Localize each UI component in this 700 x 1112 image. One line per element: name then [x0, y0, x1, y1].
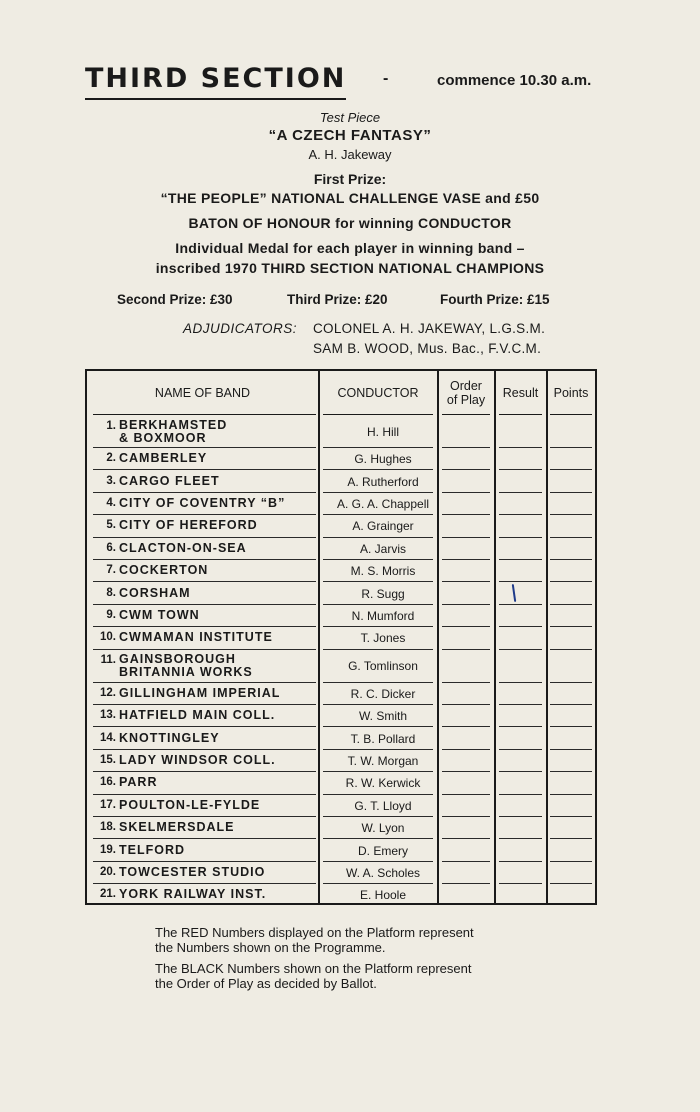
band-number: 20. — [100, 866, 116, 878]
column-header-result: Result — [502, 386, 539, 400]
row-rule — [550, 514, 592, 515]
band-name — [119, 844, 185, 857]
band-name-line: TELFORD — [119, 842, 186, 857]
fourth-prize: Fourth Prize: £15 — [440, 292, 550, 307]
band-name — [119, 709, 275, 722]
row-rule — [550, 838, 592, 839]
row-rule — [550, 581, 592, 582]
row-rule — [499, 682, 542, 683]
row-rule — [442, 816, 490, 817]
row-rule — [323, 749, 433, 750]
band-number: 1. — [106, 419, 116, 432]
row-rule — [93, 749, 316, 750]
row-rule — [323, 838, 433, 839]
row-rule — [550, 726, 592, 727]
band-number: 2. — [106, 452, 116, 465]
row-rule — [442, 794, 490, 795]
row-rule — [442, 838, 490, 839]
row-rule — [550, 447, 592, 448]
row-rule — [499, 469, 542, 470]
row-rule — [499, 581, 542, 582]
conductor-name: G. Tomlinson — [348, 659, 418, 674]
band-name — [119, 799, 260, 812]
band-number: 3. — [106, 474, 116, 487]
row-rule — [442, 581, 490, 582]
band-number: 7. — [106, 564, 116, 577]
row-rule — [323, 626, 433, 627]
band-name-line: CWMAMAN INSTITUTE — [119, 630, 273, 645]
row-rule — [442, 537, 490, 538]
row-rule — [93, 492, 316, 493]
row-rule — [442, 682, 490, 683]
row-rule — [442, 626, 490, 627]
row-rule — [550, 816, 592, 817]
row-rule — [550, 861, 592, 862]
row-rule — [323, 447, 433, 448]
note-line: the Numbers shown on the Programme. — [155, 940, 386, 955]
row-rule — [550, 749, 592, 750]
band-name-line: PARR — [119, 775, 158, 790]
row-rule — [499, 771, 542, 772]
row-rule — [499, 559, 542, 560]
row-rule — [323, 604, 433, 605]
conductor-name: E. Hoole — [359, 888, 407, 903]
row-rule — [93, 726, 316, 727]
band-name — [119, 866, 265, 879]
row-rule — [93, 704, 316, 705]
row-rule — [93, 559, 316, 560]
band-name-line: CITY OF HEREFORD — [119, 518, 258, 533]
row-rule — [442, 861, 490, 862]
conductor-name: N. Mumford — [351, 609, 415, 623]
second-prize: Second Prize: £30 — [117, 292, 233, 307]
band-number: 9. — [106, 609, 116, 621]
row-rule — [442, 771, 490, 772]
band-number: 12. — [100, 686, 116, 699]
row-rule — [93, 838, 316, 839]
band-name-line: COCKERTON — [119, 563, 209, 578]
note-line: The RED Numbers displayed on the Platform represent — [155, 925, 474, 940]
band-name-line: BERKHAMSTED — [119, 417, 228, 432]
band-number: 17. — [100, 798, 116, 811]
row-rule — [323, 704, 433, 705]
band-name-line: CLACTON-ON-SEA — [119, 540, 247, 555]
band-name-line: LADY WINDSOR COLL. — [119, 753, 276, 767]
band-name-line: CITY OF COVENTRY “B” — [119, 496, 286, 510]
adjudicator-name: COLONEL A. H. JAKEWAY, L.G.S.M. — [313, 321, 546, 336]
band-name — [119, 497, 285, 510]
band-number: 14. — [100, 731, 116, 744]
band-name-line: CWM TOWN — [119, 608, 200, 622]
band-name — [119, 609, 200, 622]
row-rule — [93, 771, 316, 772]
row-rule — [442, 649, 490, 650]
conductor-name: W. Lyon — [361, 821, 405, 836]
row-rule — [323, 682, 433, 683]
conductor-name: D. Emery — [357, 843, 408, 858]
row-rule — [550, 794, 592, 795]
row-rule — [323, 649, 433, 650]
conductor-name: H. Hill — [367, 424, 399, 439]
band-name — [119, 419, 227, 445]
row-rule — [323, 537, 433, 538]
row-rule — [442, 492, 490, 493]
first-prize-line: BATON OF HONOUR for winning CONDUCTOR — [188, 215, 512, 231]
band-name — [119, 452, 207, 465]
platform-note-black — [155, 961, 575, 991]
conductor-name: T. Jones — [360, 631, 406, 646]
band-number: 6. — [106, 541, 116, 554]
order-header-line: of Play — [446, 393, 486, 407]
band-number: 21. — [100, 888, 116, 901]
adjudicators-label: ADJUDICATORS: — [183, 321, 298, 336]
row-rule — [442, 726, 490, 727]
band-name — [119, 587, 191, 600]
band-number: 8. — [106, 586, 116, 599]
row-rule — [499, 838, 542, 839]
row-rule — [550, 492, 592, 493]
band-name — [119, 542, 247, 555]
band-number: 15. — [100, 754, 116, 766]
row-rule — [93, 447, 316, 448]
band-number: 11. — [100, 654, 116, 667]
band-name-line: & BOXMOOR — [119, 430, 207, 445]
row-rule — [550, 682, 592, 683]
column-divider — [494, 371, 496, 903]
row-rule — [550, 469, 592, 470]
row-rule — [550, 626, 592, 627]
band-number: 10. — [100, 631, 116, 644]
band-name-line: POULTON-LE-FYLDE — [119, 797, 261, 812]
conductor-name: A. G. A. Chappell — [336, 497, 430, 511]
band-table — [85, 369, 597, 905]
row-rule — [93, 469, 316, 470]
row-rule — [442, 883, 490, 884]
row-rule — [442, 447, 490, 448]
row-rule — [93, 626, 316, 627]
row-rule — [442, 604, 490, 605]
row-rule — [550, 771, 592, 772]
header-underline — [93, 414, 316, 415]
band-name-line: TOWCESTER STUDIO — [119, 865, 266, 879]
row-rule — [323, 514, 433, 515]
conductor-name: G. T. Lloyd — [354, 798, 412, 813]
test-piece-label: Test Piece — [319, 110, 381, 125]
band-name — [119, 564, 208, 577]
band-number: 16. — [100, 776, 116, 789]
header-underline — [323, 414, 433, 415]
column-header-band: NAME OF BAND — [154, 386, 251, 400]
band-name — [119, 475, 220, 488]
band-name-line: SKELMERSDALE — [119, 820, 235, 835]
row-rule — [323, 492, 433, 493]
first-prize-label: First Prize: — [313, 171, 387, 187]
band-name — [119, 653, 253, 679]
row-rule — [323, 581, 433, 582]
row-rule — [93, 794, 316, 795]
conductor-name: R. Sugg — [361, 586, 405, 601]
row-rule — [499, 626, 542, 627]
first-prize-line: Individual Medal for each player in winning band – — [175, 240, 525, 256]
row-rule — [442, 514, 490, 515]
test-piece-title: “A CZECH FANTASY” — [268, 127, 432, 144]
row-rule — [499, 883, 542, 884]
row-rule — [93, 682, 316, 683]
row-rule — [323, 771, 433, 772]
row-rule — [442, 704, 490, 705]
section-header — [85, 62, 605, 102]
row-rule — [323, 816, 433, 817]
band-name-line: GILLINGHAM IMPERIAL — [119, 685, 281, 700]
column-header-points: Points — [553, 386, 589, 400]
conductor-name: A. Grainger — [352, 519, 414, 534]
band-name — [119, 687, 280, 700]
row-rule — [442, 749, 490, 750]
row-rule — [323, 559, 433, 560]
band-name-line: HATFIELD MAIN COLL. — [119, 708, 276, 723]
row-rule — [93, 537, 316, 538]
row-rule — [550, 559, 592, 560]
band-name — [119, 888, 266, 901]
row-rule — [93, 649, 316, 650]
column-divider — [318, 371, 320, 903]
row-rule — [93, 581, 316, 582]
row-rule — [323, 883, 433, 884]
header-underline — [499, 414, 542, 415]
platform-note-red — [155, 925, 575, 955]
band-name — [119, 776, 158, 789]
band-number: 18. — [100, 821, 116, 834]
row-rule — [499, 649, 542, 650]
row-rule — [93, 816, 316, 817]
row-rule — [499, 514, 542, 515]
row-rule — [442, 469, 490, 470]
column-header-conductor: CONDUCTOR — [337, 386, 419, 400]
conductor-name: W. Smith — [358, 709, 407, 724]
band-name — [119, 754, 276, 767]
row-rule — [550, 883, 592, 884]
row-rule — [499, 604, 542, 605]
row-rule — [499, 447, 542, 448]
row-rule — [323, 794, 433, 795]
conductor-name: G. Hughes — [354, 452, 412, 467]
header-dash: - — [383, 70, 389, 87]
band-name — [119, 631, 273, 644]
conductor-name: M. S. Morris — [350, 564, 416, 579]
row-rule — [93, 604, 316, 605]
row-rule — [499, 492, 542, 493]
section-title: THIRD SECTION — [85, 62, 346, 100]
row-rule — [499, 704, 542, 705]
first-prize-line: “THE PEOPLE” NATIONAL CHALLENGE VASE and £50 — [160, 190, 540, 206]
row-rule — [93, 514, 316, 515]
conductor-name: W. A. Scholes — [345, 866, 421, 880]
band-name — [119, 519, 258, 532]
band-number: 5. — [106, 519, 116, 532]
row-rule — [93, 883, 316, 884]
row-rule — [499, 537, 542, 538]
row-rule — [442, 559, 490, 560]
row-rule — [323, 726, 433, 727]
row-rule — [550, 537, 592, 538]
column-header-order — [438, 371, 494, 415]
band-name-line: YORK RAILWAY INST. — [119, 887, 267, 902]
row-rule — [499, 726, 542, 727]
row-rule — [499, 816, 542, 817]
row-rule — [550, 649, 592, 650]
band-name — [119, 821, 234, 834]
band-name-line: KNOTTINGLEY — [119, 730, 220, 745]
order-header-line: Order — [450, 379, 482, 393]
row-rule — [93, 861, 316, 862]
conductor-name: R. C. Dicker — [350, 686, 416, 701]
row-rule — [499, 794, 542, 795]
adjudicator-name: SAM B. WOOD, Mus. Bac., F.V.C.M. — [313, 341, 542, 356]
conductor-name: R. W. Kerwick — [345, 776, 421, 791]
band-name — [119, 732, 220, 745]
band-number: 13. — [100, 709, 116, 722]
band-name-line: CORSHAM — [119, 585, 191, 600]
conductor-name: T. W. Morgan — [347, 754, 419, 768]
row-rule — [323, 469, 433, 470]
conductor-name: A. Rutherford — [347, 474, 419, 489]
column-divider — [546, 371, 548, 903]
band-name-line: CAMBERLEY — [119, 451, 208, 466]
row-rule — [550, 604, 592, 605]
commence-time: commence 10.30 a.m. — [437, 72, 592, 89]
row-rule — [550, 704, 592, 705]
note-line: the Order of Play as decided by Ballot. — [155, 976, 377, 991]
conductor-name: T. B. Pollard — [350, 731, 416, 746]
row-rule — [323, 861, 433, 862]
row-rule — [499, 861, 542, 862]
header-underline — [442, 414, 490, 415]
band-name-line: CARGO FLEET — [119, 473, 220, 488]
header-underline — [550, 414, 592, 415]
band-number: 4. — [106, 497, 116, 509]
row-rule — [499, 749, 542, 750]
band-number: 19. — [100, 843, 116, 856]
band-name-line: BRITANNIA WORKS — [119, 665, 253, 680]
conductor-name: A. Jarvis — [359, 541, 406, 556]
test-piece-composer: A. H. Jakeway — [308, 147, 392, 162]
first-prize-line: inscribed 1970 THIRD SECTION NATIONAL CHAMPIONS — [155, 260, 545, 276]
note-line: The BLACK Numbers shown on the Platform represent — [155, 961, 472, 976]
band-name-line: GAINSBOROUGH — [119, 652, 236, 667]
third-prize: Third Prize: £20 — [287, 292, 388, 307]
